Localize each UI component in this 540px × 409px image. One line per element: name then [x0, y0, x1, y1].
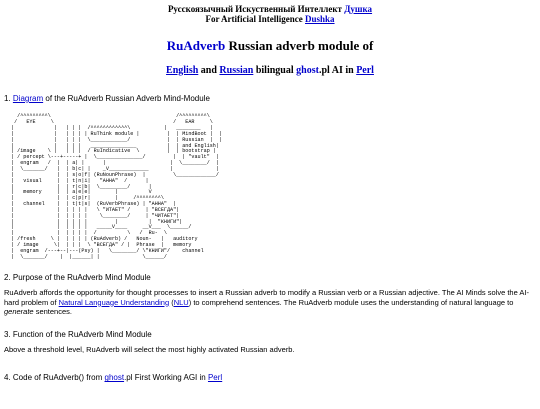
section1-heading-text: of the RuAdverb Russian Adverb Mind-Module	[45, 94, 210, 103]
mind-module-diagram: /^^^^^^^^^\ /^^^^^^^^^\ / EYE \ / EAR \ | | | | | /^^^^^^^^^^^^\ | ________ | | | | | | | RuThink module | | | MindBoot | | | | | | | \____________/ | | Russian | | | | | | | _______________ | | and English| | /image \ | | | | / RuIndicative \ | | bootstrap | | / percept \---+-----+ | \_______________/ | | "vault" | | engram / | | a| | | | \________/ | | \_______/ | | b|c| | _V_____________ | | | | | s|o|f| (RuNounPhrase) | \_____________/ | visual | | t|n|i| "АННА" / | | | | r|c|b| \_________/ | | memory | | a|e|e| | V | | | c|p|r| | /^^^^^^^^\ | channel | | t|t|s| (RuVerbPhrase) | "АННА" | | | | | | | \ "ИТАЕТ" / | "ВСЕГДА"| | | | | | | \________/ | "ЧИТАЕТ"| | | | | | | | | "КНИГИ"| | | | | | | _____V____ __V___ \______/ | | | | | | / \ / Ru- \ | /fresh \ | | | | | (RuAdverb) / Noun- | auditory | / image \| | | | \ "ВСЕГДА" / | Phrase | memory | engram /---+--|---(Psy) | \________/ \"КНИГИ"/ channel | \_______/ | |______| | \______/	[11, 113, 222, 260]
nlu-link[interactable]: NLU	[173, 297, 189, 307]
subtitle-pl: .pl AI in	[318, 65, 354, 76]
header-russian-line	[4, 4, 536, 14]
page	[0, 4, 540, 384]
page-subtitle	[4, 65, 536, 77]
english-link[interactable]: English	[166, 65, 199, 76]
section2-paragraph	[4, 288, 536, 317]
dushka-cyrillic-link[interactable]: Душка	[344, 4, 373, 14]
russian-link[interactable]: Russian	[219, 65, 254, 76]
section2-text-1: RuAdverb affords the opportunity for thought processes to insert a Russian adverb to modify a Russian verb or a Russian adjective. The AI Minds solve the AI-hard problem of	[4, 287, 529, 307]
nlu-full-link[interactable]: Natural Language Understanding	[58, 297, 170, 307]
section1-number: 1.	[4, 94, 11, 103]
subtitle-bilingual: bilingual	[255, 65, 294, 76]
section2-paren: (	[171, 297, 174, 307]
header-english-line	[4, 14, 536, 24]
section2-text-2: ) to comprehend sentences. The RuAdverb module uses the understanding of natural language to	[188, 297, 514, 307]
dushka-link[interactable]: Dushka	[305, 14, 335, 24]
perl-link[interactable]: Perl	[356, 65, 374, 76]
header-russian-text: Русскоязычный Искуственный Интеллект	[167, 4, 342, 14]
header-english-text: For Artificial Intelligence	[205, 14, 303, 24]
section3-heading: 3. Function of the RuAdverb Mind Module	[4, 330, 152, 340]
diagram-link[interactable]: Diagram	[12, 94, 44, 103]
section2-heading: 2. Purpose of the RuAdverb Mind Module	[4, 273, 151, 283]
section4-text-1: 4. Code of RuAdverb() from	[4, 373, 103, 383]
perl-code-link[interactable]: Perl	[207, 373, 223, 383]
generate-emphasis: generate	[4, 307, 34, 317]
ghost-link[interactable]: ghost	[296, 65, 319, 76]
section4-text-2: .pl First Working AGI in	[124, 373, 206, 383]
section4-heading	[4, 373, 536, 383]
header	[4, 4, 536, 77]
subtitle-and: and	[200, 65, 217, 76]
section3-paragraph: Above a threshold level, RuAdverb will select the most highly activated Russian adverb.	[4, 344, 295, 354]
page-title-text: Russian adverb module of	[228, 38, 374, 53]
section1-heading	[4, 94, 536, 104]
section2-text-3: sentences.	[35, 307, 72, 317]
ruadverb-title-link[interactable]: RuAdverb	[166, 38, 226, 53]
ghost-code-link[interactable]: ghost	[104, 373, 125, 383]
page-title	[4, 38, 536, 53]
